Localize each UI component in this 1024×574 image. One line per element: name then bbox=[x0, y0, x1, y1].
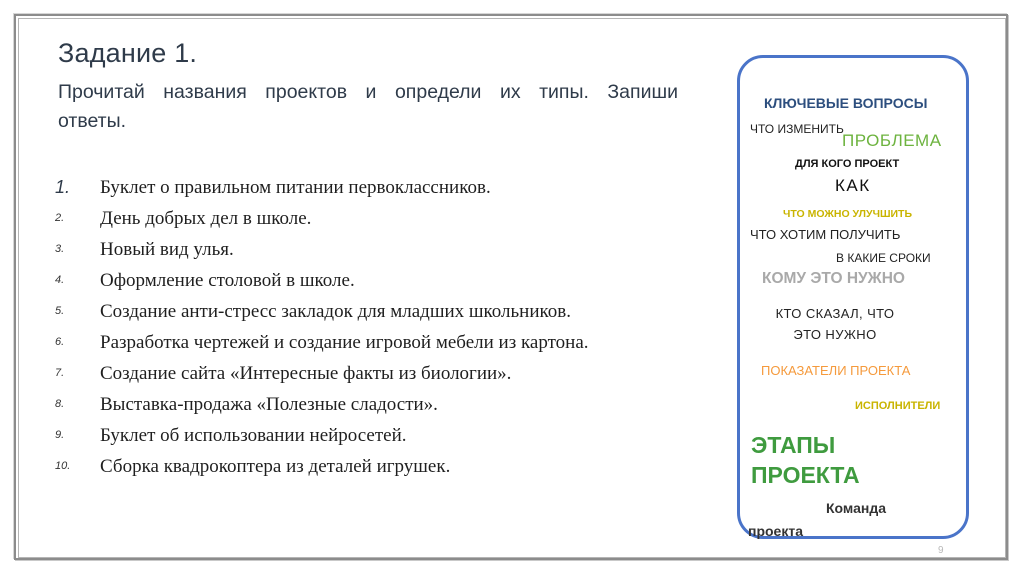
task-item-6 bbox=[55, 327, 677, 358]
keyword-deadlines: В КАКИЕ СРОКИ bbox=[836, 251, 931, 265]
key-questions-panel bbox=[737, 55, 969, 539]
task-number: 2. bbox=[55, 212, 65, 224]
task-text: Создание сайта «Интересные факты из биологии». bbox=[100, 363, 512, 384]
task-text: Создание анти-стресс закладок для младших школьников. bbox=[100, 301, 571, 322]
keyword-who-said: КТО СКАЗАЛ, ЧТО ЭТО НУЖНО bbox=[775, 306, 895, 342]
task-number: 5. bbox=[55, 305, 65, 317]
keyword-improve: ЧТО МОЖНО УЛУЧШИТЬ bbox=[783, 208, 913, 220]
keyword-stages: ЭТАПЫ ПРОЕКТА bbox=[751, 432, 860, 488]
keyword-team: Команда проекта bbox=[748, 500, 886, 539]
task-number: 6. bbox=[55, 336, 65, 348]
task-text: Сборка квадрокоптера из деталей игрушек. bbox=[100, 456, 451, 477]
keyword-how: КАК bbox=[835, 176, 871, 195]
keyword-problem: ПРОБЛЕМА bbox=[842, 131, 942, 150]
task-number: 1. bbox=[55, 177, 71, 197]
task-number: 10. bbox=[55, 460, 71, 472]
task-item-2 bbox=[55, 203, 677, 234]
task-item-9 bbox=[55, 420, 677, 451]
keyword-want-get: ЧТО ХОТИМ ПОЛУЧИТЬ bbox=[750, 227, 901, 242]
task-text: Разработка чертежей и создание игровой мебели из картона. bbox=[100, 332, 589, 353]
page-number: 9 bbox=[938, 545, 944, 556]
slide-title: Задание 1. bbox=[58, 38, 198, 68]
task-number: 9. bbox=[55, 429, 65, 441]
task-text: Выставка-продажа «Полезные сладости». bbox=[100, 394, 438, 415]
task-item-4 bbox=[55, 265, 677, 296]
task-text: Буклет о правильном питании первоклассников. bbox=[100, 177, 491, 198]
task-text: Буклет об использовании нейросетей. bbox=[100, 425, 407, 446]
task-item-7 bbox=[55, 358, 677, 389]
task-number: 7. bbox=[55, 367, 65, 379]
task-item-10 bbox=[55, 451, 677, 482]
panel-heading: КЛЮЧЕВЫЕ ВОПРОСЫ bbox=[764, 95, 928, 111]
keyword-who-needs: КОМУ ЭТО НУЖНО bbox=[762, 270, 905, 287]
task-text: День добрых дел в школе. bbox=[100, 208, 312, 229]
keyword-indicators: ПОКАЗАТЕЛИ ПРОЕКТА bbox=[761, 363, 911, 378]
task-item-8 bbox=[55, 389, 677, 420]
task-number: 8. bbox=[55, 398, 65, 410]
task-item-3 bbox=[55, 234, 677, 265]
task-item-1 bbox=[55, 172, 677, 203]
task-text: Новый вид улья. bbox=[100, 239, 234, 260]
keyword-executors: ИСПОЛНИТЕЛИ bbox=[855, 400, 941, 412]
task-list bbox=[55, 172, 677, 482]
task-number: 3. bbox=[55, 243, 65, 255]
keyword-for-whom: ДЛЯ КОГО ПРОЕКТ bbox=[795, 158, 900, 170]
task-item-5 bbox=[55, 296, 677, 327]
instruction-text: Прочитай названия проектов и определи их типы. Запиши ответы. bbox=[58, 81, 678, 132]
task-number: 4. bbox=[55, 274, 65, 286]
keyword-what-change: ЧТО ИЗМЕНИТЬ bbox=[750, 122, 844, 136]
task-text: Оформление столовой в школе. bbox=[100, 270, 355, 291]
